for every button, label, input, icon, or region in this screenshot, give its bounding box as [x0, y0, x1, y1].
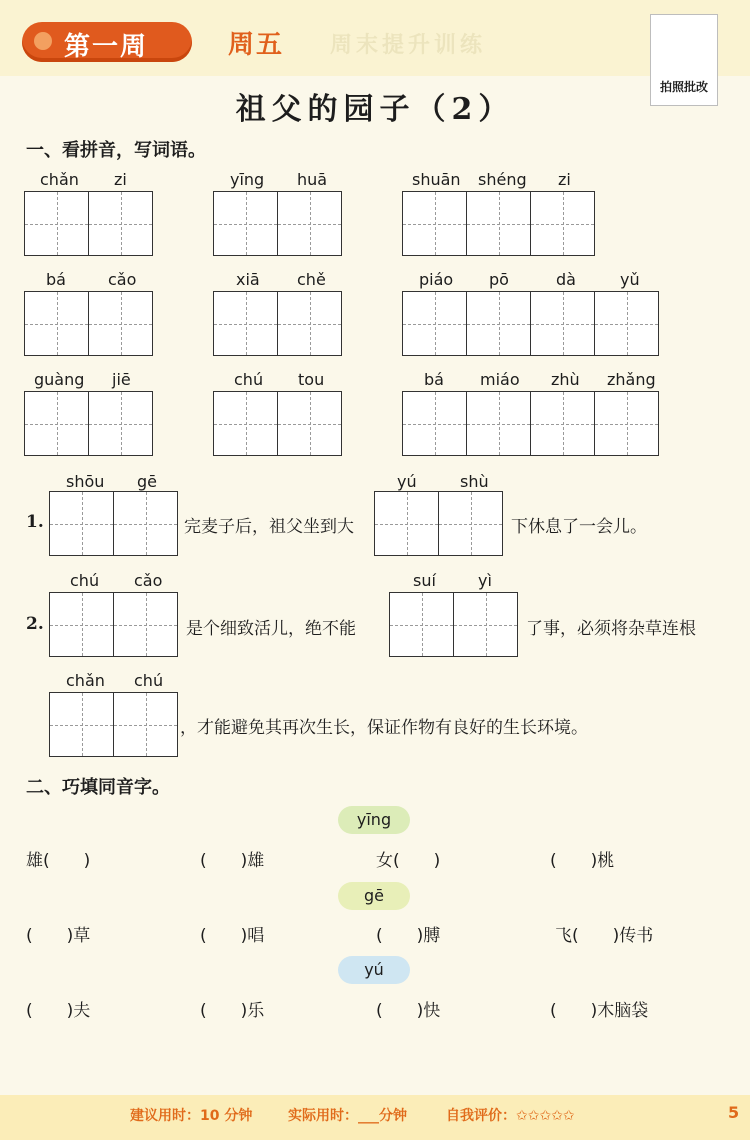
fill-blank[interactable]: 雄( ) — [26, 851, 91, 871]
pinyin: zi — [558, 170, 571, 189]
pinyin: gē — [137, 472, 157, 491]
suggested-time: 建议用时：10 分钟 — [130, 1108, 253, 1124]
pinyin: chú — [234, 370, 264, 389]
pinyin-pill: gē — [338, 882, 410, 910]
pinyin: chú — [70, 571, 100, 590]
pinyin: xiā — [236, 270, 260, 289]
writing-grid[interactable] — [49, 592, 178, 657]
writing-grid[interactable] — [213, 391, 342, 456]
pinyin-pill: yīng — [338, 806, 410, 834]
pinyin: shuān — [412, 170, 461, 189]
pinyin: shōu — [66, 472, 105, 491]
sentence-text: 了事，必须将杂草连根 — [526, 619, 696, 639]
sentence-text: ，才能避免其再次生长，保证作物有良好的生长环境。 — [180, 718, 588, 738]
badge-dot-icon — [34, 32, 52, 50]
writing-grid[interactable] — [213, 191, 342, 256]
pinyin: chǎn — [40, 170, 79, 189]
pinyin: cǎo — [134, 571, 163, 590]
pinyin: suí — [413, 571, 436, 590]
writing-grid[interactable] — [374, 491, 503, 556]
writing-grid[interactable] — [24, 391, 153, 456]
sentence-text: 是个细致活儿，绝不能 — [186, 619, 356, 639]
photo-grading-label: 拍照批改 — [659, 80, 708, 94]
pinyin: zhǎng — [607, 370, 656, 389]
pinyin: huā — [297, 170, 328, 189]
pinyin: bá — [424, 370, 444, 389]
pinyin: bá — [46, 270, 66, 289]
pinyin: chǎn — [66, 671, 105, 690]
sentence-text: 下休息了一会儿。 — [511, 517, 647, 537]
writing-grid[interactable] — [24, 191, 153, 256]
writing-grid[interactable] — [402, 291, 659, 356]
page-title: 祖父的园子（2） — [235, 92, 515, 127]
pinyin: cǎo — [108, 270, 137, 289]
writing-grid[interactable] — [213, 291, 342, 356]
pinyin: guàng — [34, 370, 85, 389]
pinyin: chě — [297, 270, 326, 289]
section1-heading: 一、看拼音，写词语。 — [26, 140, 206, 161]
pinyin: yì — [478, 571, 492, 590]
section2-heading: 二、巧填同音字。 — [26, 777, 170, 798]
faded-header-text: 周末提升训练 — [330, 33, 487, 58]
footer-bar — [0, 1095, 750, 1140]
fill-blank[interactable]: ( )夫 — [26, 1001, 91, 1021]
writing-grid[interactable] — [49, 692, 178, 757]
pinyin: dà — [556, 270, 576, 289]
pinyin: yīng — [230, 170, 265, 189]
fill-blank[interactable]: ( )草 — [26, 926, 91, 946]
pinyin: chú — [134, 671, 164, 690]
week-label: 第一周 — [64, 32, 149, 62]
sentence-text: 完麦子后，祖父坐到大 — [184, 517, 354, 537]
self-evaluation: 自我评价：✩✩✩✩✩ — [446, 1108, 575, 1124]
writing-grid[interactable] — [402, 391, 659, 456]
pinyin: tou — [298, 370, 325, 389]
fill-blank[interactable]: ( )快 — [376, 1001, 441, 1021]
pinyin: miáo — [480, 370, 520, 389]
actual-time: 实际用时：___分钟 — [288, 1108, 407, 1124]
fill-blank[interactable]: ( )雄 — [200, 851, 265, 871]
pinyin: piáo — [419, 270, 454, 289]
week-badge — [22, 22, 192, 62]
sentence-number: 2. — [26, 614, 44, 634]
pinyin: shù — [460, 472, 489, 491]
writing-grid[interactable] — [402, 191, 595, 256]
fill-blank[interactable]: 飞( )传书 — [555, 926, 654, 946]
day-label: 周五 — [228, 30, 285, 60]
pinyin-pill: yú — [338, 956, 410, 984]
pinyin: yǔ — [620, 270, 640, 289]
fill-blank[interactable]: ( )唱 — [200, 926, 265, 946]
pinyin: zhù — [551, 370, 580, 389]
pinyin: pō — [489, 270, 509, 289]
header-bar — [0, 0, 750, 76]
writing-grid[interactable] — [389, 592, 518, 657]
writing-grid[interactable] — [24, 291, 153, 356]
page-number: 5 — [728, 1103, 740, 1122]
pinyin: yú — [397, 472, 417, 491]
pinyin: shéng — [478, 170, 527, 189]
pinyin: zi — [114, 170, 127, 189]
sentence-number: 1. — [26, 512, 44, 532]
fill-blank[interactable]: ( )木脑袋 — [550, 1001, 649, 1021]
fill-blank[interactable]: ( )桃 — [550, 851, 615, 871]
pinyin: jiē — [112, 370, 131, 389]
fill-blank[interactable]: 女( ) — [376, 851, 441, 871]
fill-blank[interactable]: ( )膊 — [376, 926, 441, 946]
fill-blank[interactable]: ( )乐 — [200, 1001, 265, 1021]
writing-grid[interactable] — [49, 491, 178, 556]
